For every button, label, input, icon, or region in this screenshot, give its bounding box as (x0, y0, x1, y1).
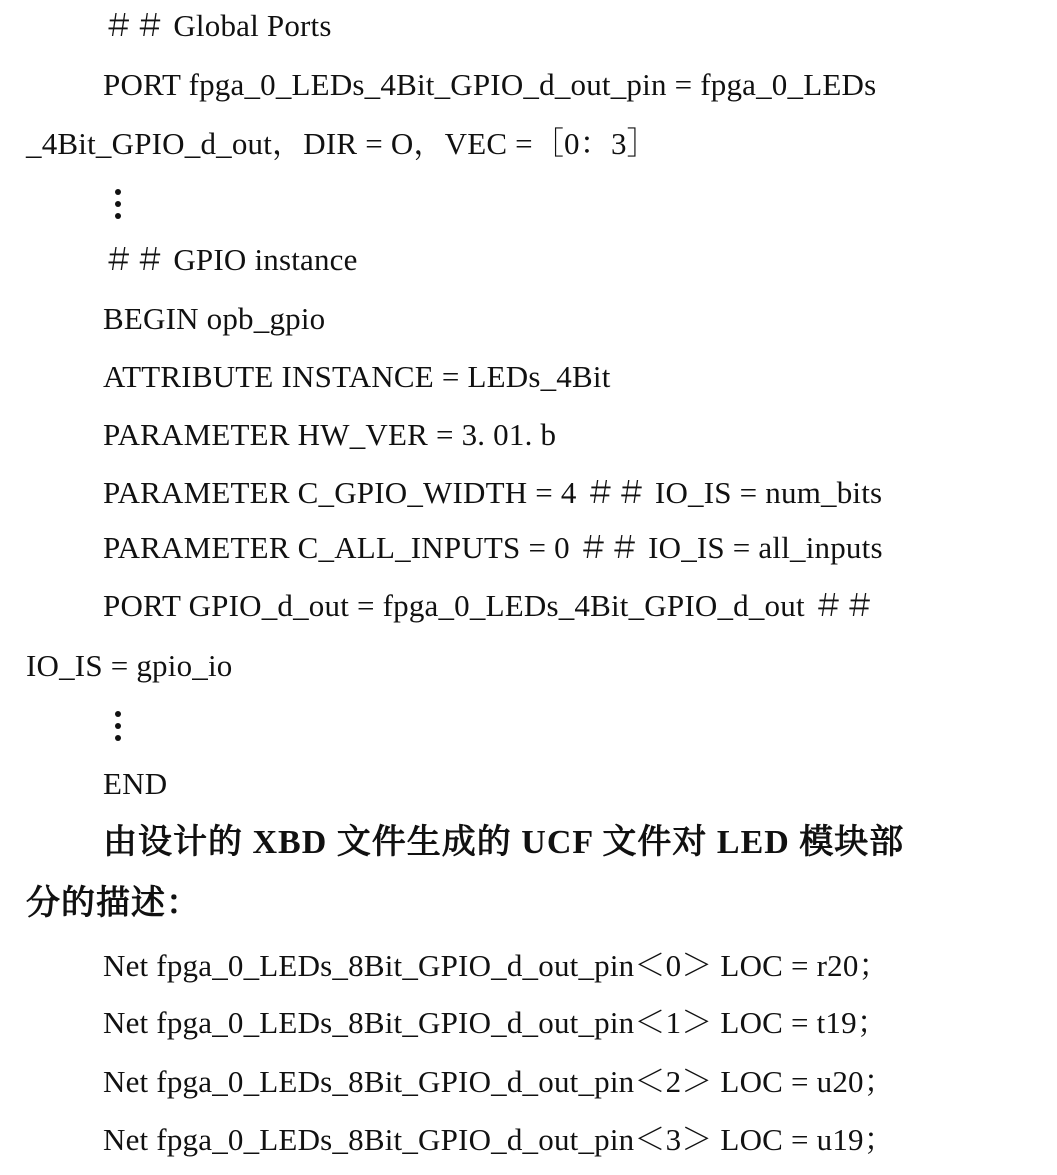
ucf-description-line-1: 由设计的 XBD 文件生成的 UCF 文件对 LED 模块部 (103, 824, 905, 861)
port-gpio-line-1: PORT GPIO_d_out = fpga_0_LEDs_4Bit_GPIO_d_out ＃＃ (103, 588, 876, 623)
net-pin-0-line: Net fpga_0_LEDs_8Bit_GPIO_d_out_pin＜0＞ LOC = r20； (103, 948, 890, 983)
global-ports-comment: ＃＃ Global Ports (103, 8, 332, 43)
gpio-instance-comment: ＃＃ GPIO instance (103, 242, 358, 277)
parameter-hw-ver-line: PARAMETER HW_VER = 3. 01. b (103, 417, 557, 452)
end-statement: END (103, 766, 168, 801)
net-pin-1-line: Net fpga_0_LEDs_8Bit_GPIO_d_out_pin＜1＞ LOC = t19； (103, 1005, 889, 1040)
port-declaration-line-1: PORT fpga_0_LEDs_4Bit_GPIO_d_out_pin = fpga_0_LEDs (103, 67, 877, 102)
port-gpio-line-2: IO_IS = gpio_io (26, 648, 233, 683)
ucf-description-line-2: 分的描述： (26, 885, 201, 922)
begin-statement: BEGIN opb_gpio (103, 301, 326, 336)
ellipsis-vertical-icon (112, 189, 124, 221)
parameter-gpio-width-line: PARAMETER C_GPIO_WIDTH = 4 ＃＃ IO_IS = num_bits (103, 475, 883, 510)
attribute-instance-line: ATTRIBUTE INSTANCE = LEDs_4Bit (103, 359, 611, 394)
port-declaration-line-2: _4Bit_GPIO_d_out，DIR = O，VEC =［0：3］ (26, 126, 658, 161)
net-pin-3-line: Net fpga_0_LEDs_8Bit_GPIO_d_out_pin＜3＞ LOC = u19； (103, 1122, 895, 1157)
net-pin-2-line: Net fpga_0_LEDs_8Bit_GPIO_d_out_pin＜2＞ LOC = u20； (103, 1064, 895, 1099)
ellipsis-vertical-icon (112, 711, 124, 743)
parameter-all-inputs-line: PARAMETER C_ALL_INPUTS = 0 ＃＃ IO_IS = all_inputs (103, 530, 883, 565)
